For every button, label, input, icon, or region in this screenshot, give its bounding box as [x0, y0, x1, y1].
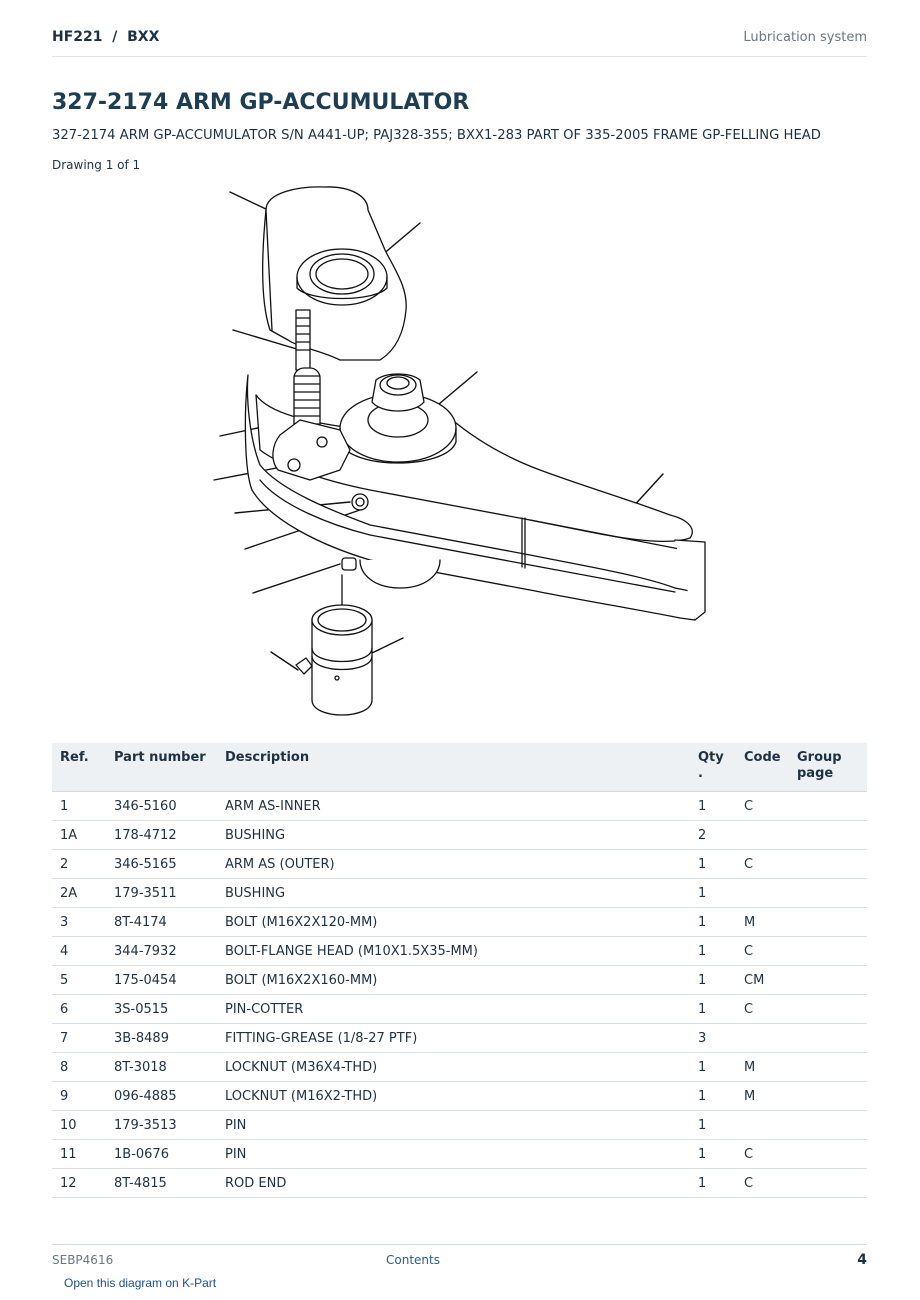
section-label: Lubrication system: [743, 30, 867, 45]
part-number-cell: 8T-3018: [106, 1053, 217, 1082]
table-row: [52, 937, 867, 966]
threaded-rod: [296, 310, 310, 370]
group-page-cell: [789, 1053, 867, 1082]
page-footer: [52, 1244, 867, 1275]
table-row: [52, 1024, 867, 1053]
qty-cell: 1: [690, 908, 736, 937]
qty-cell: 1: [690, 792, 736, 821]
part-number-cell: 175-0454: [106, 966, 217, 995]
ref-cell: 1A: [52, 821, 106, 850]
code-cell: C: [736, 1169, 789, 1198]
group-page-cell: [789, 1140, 867, 1169]
description-cell: BOLT (M16X2X160-MM): [217, 966, 690, 995]
group-page-cell: [789, 792, 867, 821]
parts-diagram: [200, 180, 730, 720]
description-cell: BOLT-FLANGE HEAD (M10X1.5X35-MM): [217, 937, 690, 966]
description-cell: LOCKNUT (M36X4-THD): [217, 1053, 690, 1082]
code-cell: M: [736, 1082, 789, 1111]
code-cell: CM: [736, 966, 789, 995]
description-cell: FITTING-GREASE (1/8-27 PTF): [217, 1024, 690, 1053]
table-row: [52, 1140, 867, 1169]
group-page-cell: [789, 1111, 867, 1140]
table-row: [52, 821, 867, 850]
page-title: 327-2174 ARM GP-ACCUMULATOR: [52, 90, 470, 115]
group-page-cell: [789, 1082, 867, 1111]
description-cell: ARM AS (OUTER): [217, 850, 690, 879]
code-cell: M: [736, 1053, 789, 1082]
group-page-cell: [789, 821, 867, 850]
group-page-cell: [789, 850, 867, 879]
kpart-link[interactable]: Open this diagram on K-Part: [64, 1276, 217, 1290]
parts-table-body: [52, 792, 867, 1198]
group-page-cell: [789, 966, 867, 995]
part-number-cell: 179-3511: [106, 879, 217, 908]
code-cell: C: [736, 1140, 789, 1169]
part-number-cell: 8T-4815: [106, 1169, 217, 1198]
contents-link[interactable]: Contents: [386, 1253, 440, 1267]
qty-cell: 1: [690, 879, 736, 908]
code-cell: C: [736, 792, 789, 821]
qty-cell: 1: [690, 1053, 736, 1082]
group-page-cell: [789, 1169, 867, 1198]
description-cell: ARM AS-INNER: [217, 792, 690, 821]
qty-cell: 1: [690, 966, 736, 995]
table-header-row: [52, 743, 867, 792]
description-cell: BUSHING: [217, 879, 690, 908]
ref-cell: 2: [52, 850, 106, 879]
description-cell: PIN: [217, 1111, 690, 1140]
ref-cell: 4: [52, 937, 106, 966]
ref-cell: 9: [52, 1082, 106, 1111]
description-cell: PIN: [217, 1140, 690, 1169]
group-page-cell: [789, 937, 867, 966]
table-row: [52, 792, 867, 821]
table-row: [52, 1053, 867, 1082]
description-cell: BUSHING: [217, 821, 690, 850]
ref-cell: 10: [52, 1111, 106, 1140]
col-description: Description: [217, 743, 690, 792]
ref-cell: 12: [52, 1169, 106, 1198]
table-row: [52, 1111, 867, 1140]
ref-cell: 6: [52, 995, 106, 1024]
col-part-number: Part number: [106, 743, 217, 792]
group-page-cell: [789, 879, 867, 908]
document-number: SEBP4616: [52, 1253, 114, 1267]
ref-cell: 7: [52, 1024, 106, 1053]
part-number-cell: 3S-0515: [106, 995, 217, 1024]
description-cell: BOLT (M16X2X120-MM): [217, 908, 690, 937]
page-header: [52, 28, 867, 57]
col-ref: Ref.: [52, 743, 106, 792]
part-number-cell: 1B-0676: [106, 1140, 217, 1169]
ref-cell: 3: [52, 908, 106, 937]
drawing-label: Drawing 1 of 1: [52, 158, 141, 172]
ref-cell: 11: [52, 1140, 106, 1169]
page-number: 4: [857, 1252, 867, 1268]
part-number-cell: 178-4712: [106, 821, 217, 850]
part-number-cell: 346-5165: [106, 850, 217, 879]
qty-cell: 1: [690, 937, 736, 966]
table-row: [52, 850, 867, 879]
ref-cell: 8: [52, 1053, 106, 1082]
ref-cell: 2A: [52, 879, 106, 908]
col-qty: Qty .: [690, 743, 736, 792]
model-label: HF221 / BXX: [52, 29, 160, 45]
part-number-cell: 3B-8489: [106, 1024, 217, 1053]
parts-table: [52, 743, 867, 1198]
table-row: [52, 879, 867, 908]
group-page-cell: [789, 995, 867, 1024]
code-cell: M: [736, 908, 789, 937]
description-cell: LOCKNUT (M16X2-THD): [217, 1082, 690, 1111]
qty-cell: 1: [690, 1111, 736, 1140]
table-row: [52, 1169, 867, 1198]
code-cell: [736, 821, 789, 850]
ref-cell: 5: [52, 966, 106, 995]
code-cell: C: [736, 850, 789, 879]
qty-cell: 2: [690, 821, 736, 850]
qty-cell: 3: [690, 1024, 736, 1053]
qty-cell: 1: [690, 1140, 736, 1169]
qty-cell: 1: [690, 995, 736, 1024]
table-row: [52, 1082, 867, 1111]
part-number-cell: 344-7932: [106, 937, 217, 966]
part-number-cell: 179-3513: [106, 1111, 217, 1140]
col-group-page: Group page: [789, 743, 867, 792]
code-cell: [736, 1024, 789, 1053]
code-cell: [736, 879, 789, 908]
qty-cell: 1: [690, 1169, 736, 1198]
col-code: Code: [736, 743, 789, 792]
group-page-cell: [789, 908, 867, 937]
qty-cell: 1: [690, 1082, 736, 1111]
part-number-cell: 096-4885: [106, 1082, 217, 1111]
qty-cell: 1: [690, 850, 736, 879]
table-row: [52, 995, 867, 1024]
group-page-cell: [789, 1024, 867, 1053]
description-cell: PIN-COTTER: [217, 995, 690, 1024]
part-number-cell: 8T-4174: [106, 908, 217, 937]
ref-cell: 1: [52, 792, 106, 821]
table-row: [52, 966, 867, 995]
description-cell: ROD END: [217, 1169, 690, 1198]
page-subtitle: 327-2174 ARM GP-ACCUMULATOR S/N A441-UP; PAJ328-355; BXX1-283 PART OF 335-2005 FRAME GP-FELLING HEAD: [52, 128, 821, 143]
code-cell: C: [736, 937, 789, 966]
code-cell: [736, 1111, 789, 1140]
part-number-cell: 346-5160: [106, 792, 217, 821]
code-cell: C: [736, 995, 789, 1024]
table-row: [52, 908, 867, 937]
